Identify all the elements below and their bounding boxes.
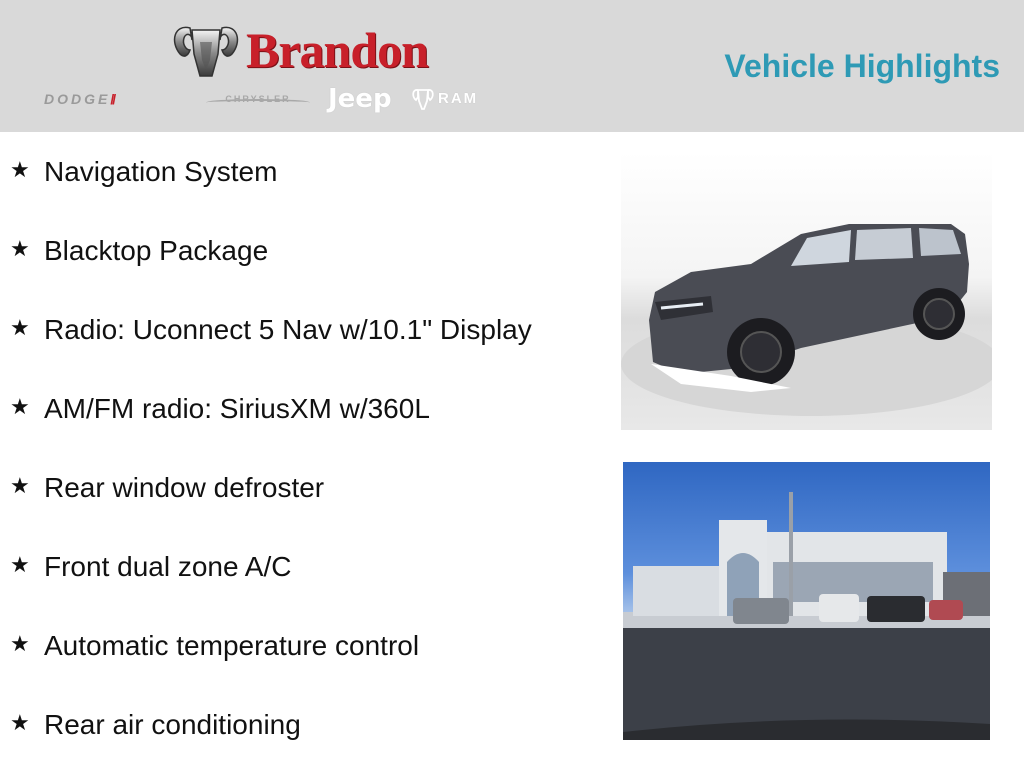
header-bar: [0, 0, 1024, 132]
feature-label: Rear window defroster: [44, 472, 325, 503]
feature-item: [10, 540, 600, 619]
feature-label: Navigation System: [44, 156, 278, 187]
jeep-logo: Jeep: [328, 84, 392, 114]
star-icon: ★: [10, 710, 30, 735]
star-icon: ★: [10, 394, 30, 419]
feature-label: Rear air conditioning: [44, 709, 301, 740]
ram-head-logo-icon: [170, 20, 242, 82]
star-icon: ★: [10, 552, 30, 577]
feature-item: [10, 145, 600, 224]
page-title: Vehicle Highlights: [724, 48, 1000, 84]
feature-label: AM/FM radio: SiriusXM w/360L: [44, 393, 430, 424]
chrysler-logo: CHRYSLER: [202, 84, 314, 114]
dealership-photo: [623, 462, 990, 740]
feature-item: [10, 619, 600, 698]
feature-item: [10, 382, 600, 461]
feature-label: Front dual zone A/C: [44, 551, 292, 582]
star-icon: ★: [10, 473, 30, 498]
feature-label: Blacktop Package: [44, 235, 269, 266]
ram-small-icon: [412, 87, 434, 111]
brand-strip: [40, 84, 530, 114]
feature-item: [10, 698, 600, 777]
feature-label: Radio: Uconnect 5 Nav w/10.1" Display: [44, 314, 532, 345]
feature-label: Automatic temperature control: [44, 630, 420, 661]
dealership-illustration: [623, 462, 990, 740]
feature-item: [10, 224, 600, 303]
star-icon: ★: [10, 236, 30, 261]
suv-illustration: [621, 152, 992, 430]
feature-item: [10, 303, 600, 382]
dodge-logo: DODGE//: [44, 91, 115, 107]
feature-item: [10, 461, 600, 540]
dealer-name: Brandon: [246, 22, 428, 78]
feature-list: [10, 145, 600, 777]
star-icon: ★: [10, 157, 30, 182]
ram-logo: RAM: [412, 84, 478, 114]
star-icon: ★: [10, 631, 30, 656]
star-icon: ★: [10, 315, 30, 340]
vehicle-photo: [621, 152, 992, 430]
dealer-logo: [40, 18, 530, 118]
